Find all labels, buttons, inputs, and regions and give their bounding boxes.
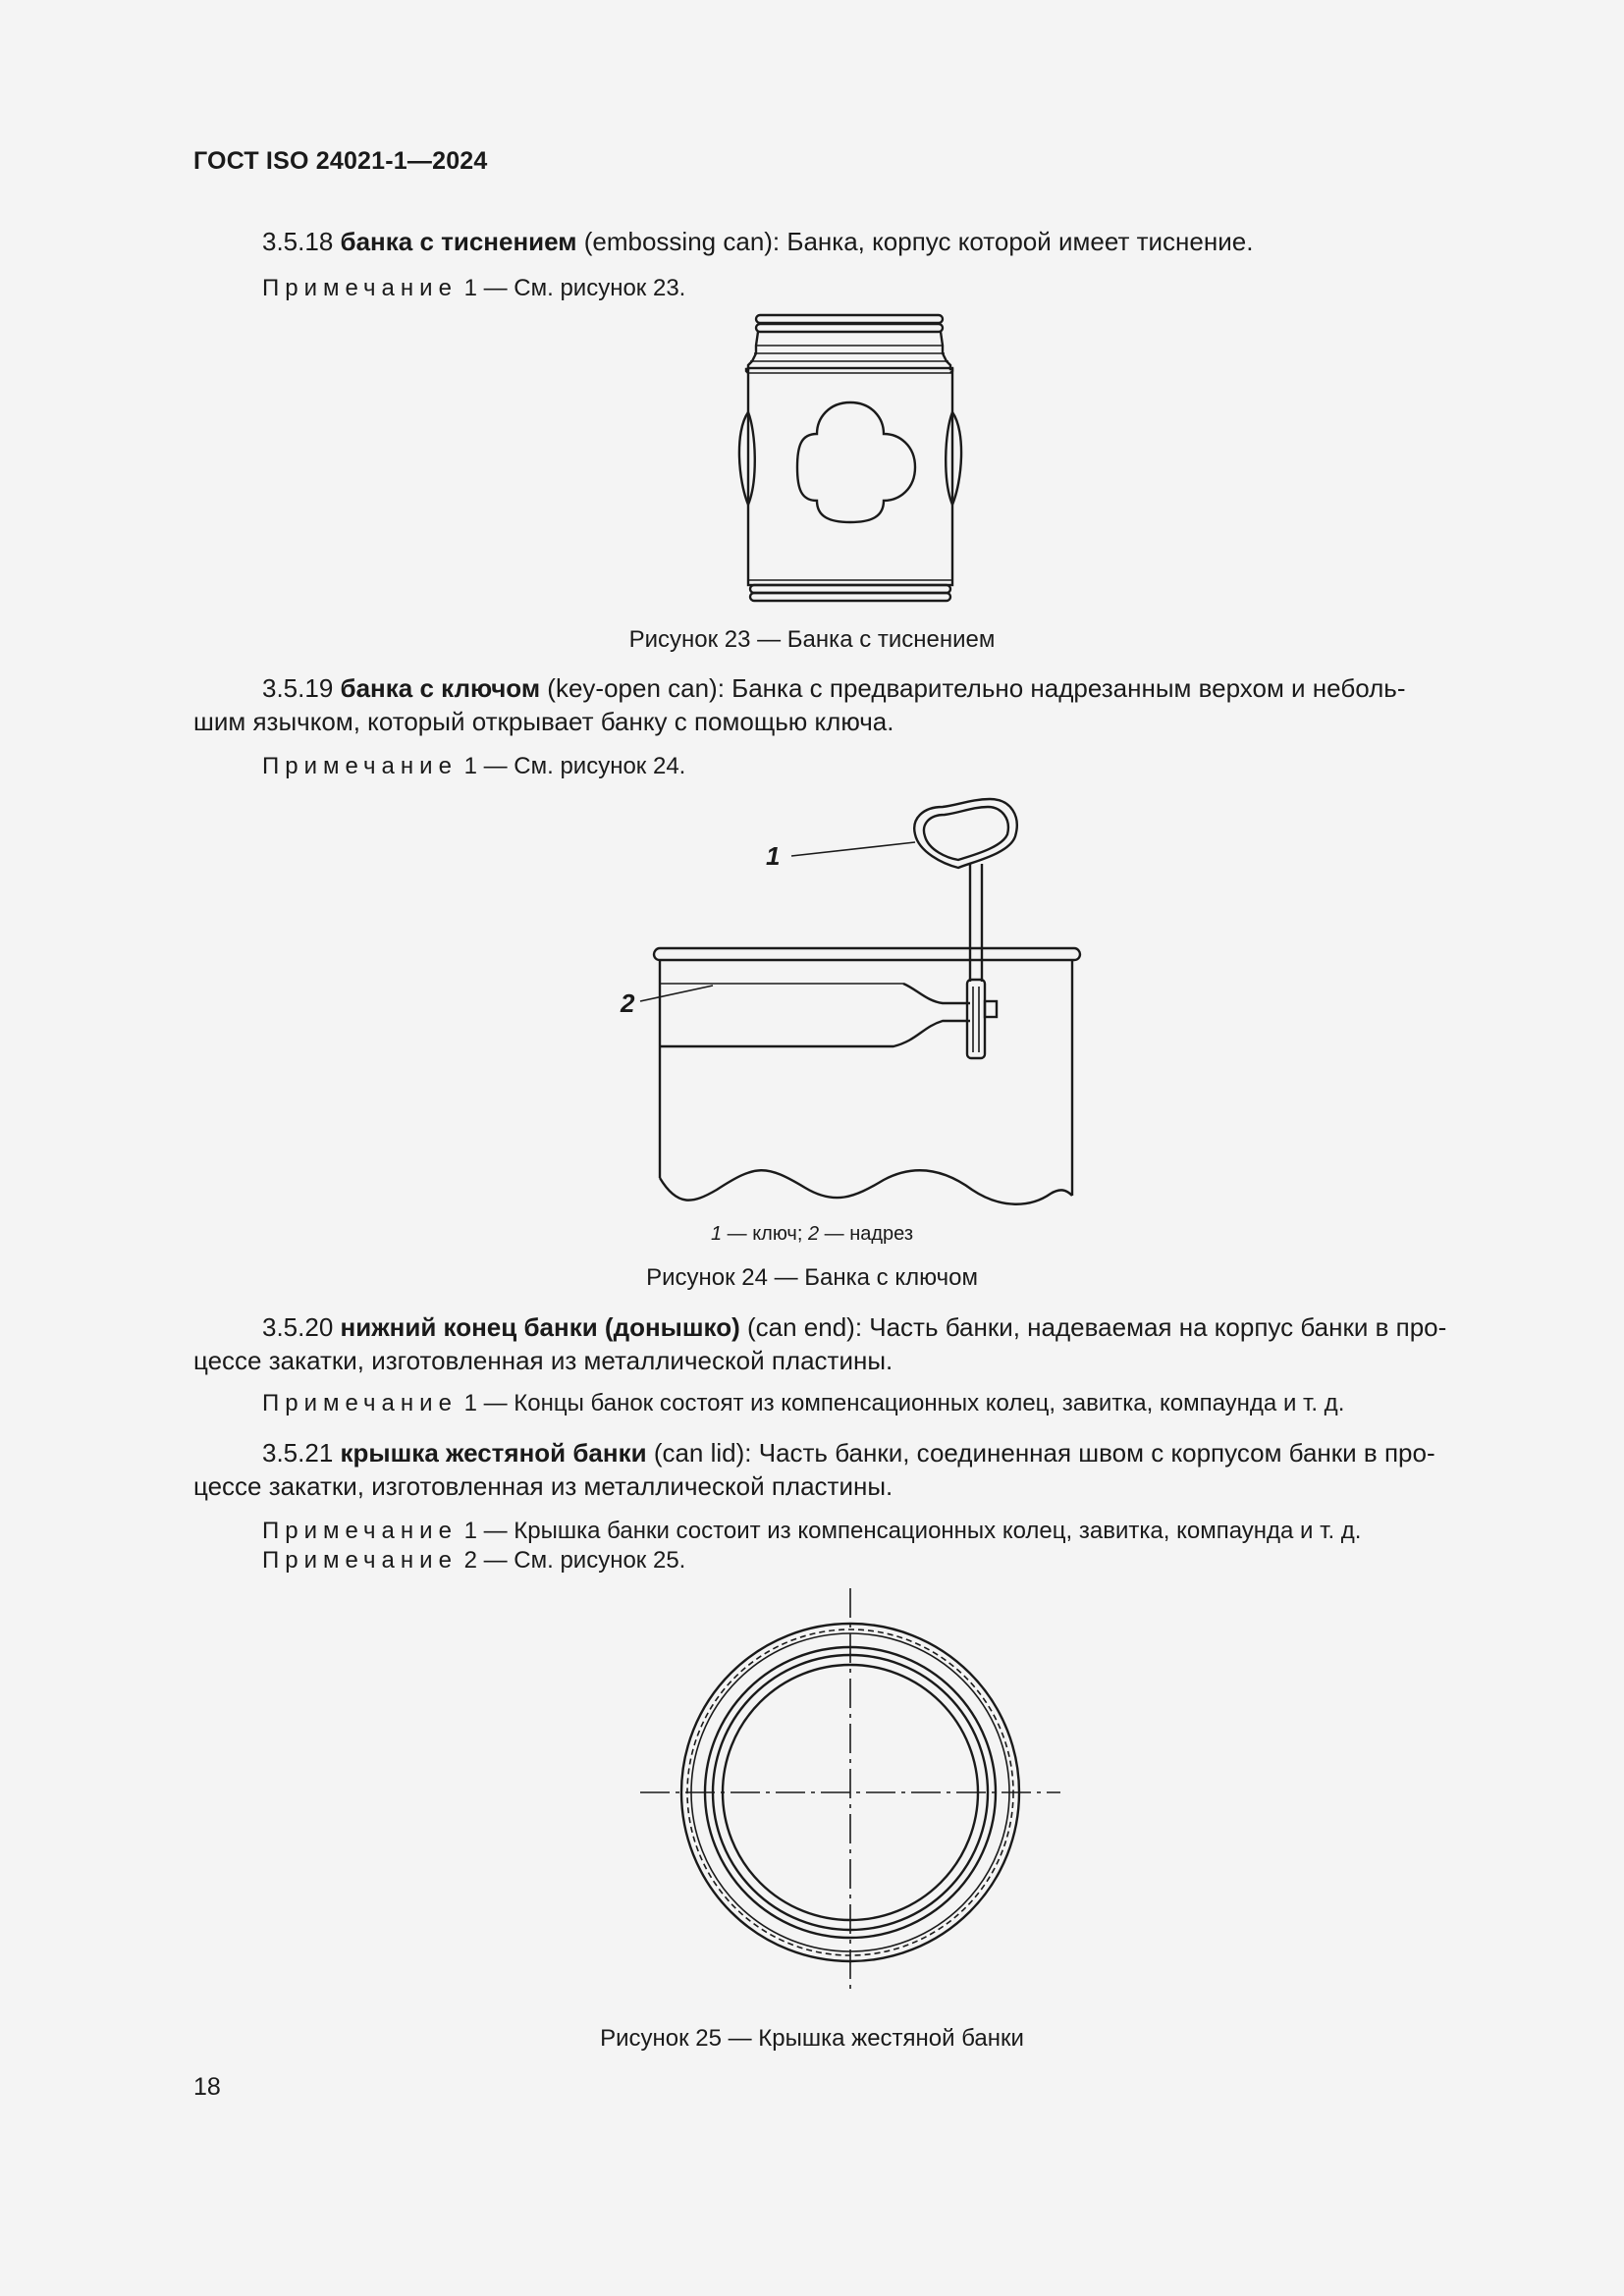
section-definition-cont: цессе закатки, изготовленная из металлической пластины. — [193, 1346, 893, 1375]
note-text: 1 — Концы банок состоят из компенсационных колец, завитка, компаунда и т. д. — [457, 1390, 1345, 1416]
figure-24-caption: Рисунок 24 — Банка с ключом — [646, 1264, 978, 1291]
legend-num-2: 2 — [807, 1223, 820, 1245]
section-definition-cont: цессе закатки, изготовленная из металлической пластины. — [193, 1471, 893, 1501]
note-text: 1 — См. рисунок 23. — [457, 275, 686, 301]
note-label: Примечание — [262, 275, 458, 301]
legend-num-1: 1 — [710, 1223, 723, 1245]
legend-text-1: — ключ; — [722, 1223, 808, 1245]
section-term: крышка жестяной банки — [340, 1438, 647, 1468]
section-term: банка с ключом — [340, 673, 541, 703]
section-definition: (key-open can): Банка с предварительно надрезанным верхом и неболь- — [540, 673, 1406, 703]
page-number: 18 — [193, 2073, 221, 2101]
callout-1: 1 — [766, 841, 781, 871]
note-label: Примечание — [262, 1390, 458, 1416]
section-number: 3.5.21 — [262, 1438, 334, 1468]
figure-25-caption: Рисунок 25 — Крышка жестяной банки — [600, 2025, 1024, 2052]
callout-2: 2 — [621, 988, 635, 1018]
note-label: Примечание — [262, 1547, 458, 1574]
note-label: Примечание — [262, 1518, 458, 1544]
section-number: 3.5.18 — [262, 227, 334, 256]
figure-23-caption: Рисунок 23 — Банка с тиснением — [628, 626, 996, 653]
note-label: Примечание — [262, 753, 458, 779]
section-definition: (can lid): Часть банки, соединенная швом с корпусом банки в про- — [646, 1438, 1435, 1468]
note-text: 1 — Крышка банки состоит из компенсационных колец, завитка, компаунда и т. д. — [457, 1518, 1362, 1544]
document-header: ГОСТ ISO 24021-1—2024 — [193, 147, 488, 175]
section-number: 3.5.20 — [262, 1312, 334, 1342]
legend-text-2: — надрез — [819, 1223, 914, 1245]
note-text: 2 — См. рисунок 25. — [457, 1547, 686, 1574]
section-number: 3.5.19 — [262, 673, 334, 703]
section-term: банка с тиснением — [340, 227, 577, 256]
section-term: нижний конец банки (донышко) — [340, 1312, 740, 1342]
section-definition: (embossing can): Банка, корпус которой имеет тиснение. — [576, 227, 1254, 256]
section-definition: (can end): Часть банки, надеваемая на корпус банки в про- — [739, 1312, 1447, 1342]
note-text: 1 — См. рисунок 24. — [457, 753, 686, 779]
section-definition-cont: шим язычком, который открывает банку с помощью ключа. — [193, 707, 894, 736]
